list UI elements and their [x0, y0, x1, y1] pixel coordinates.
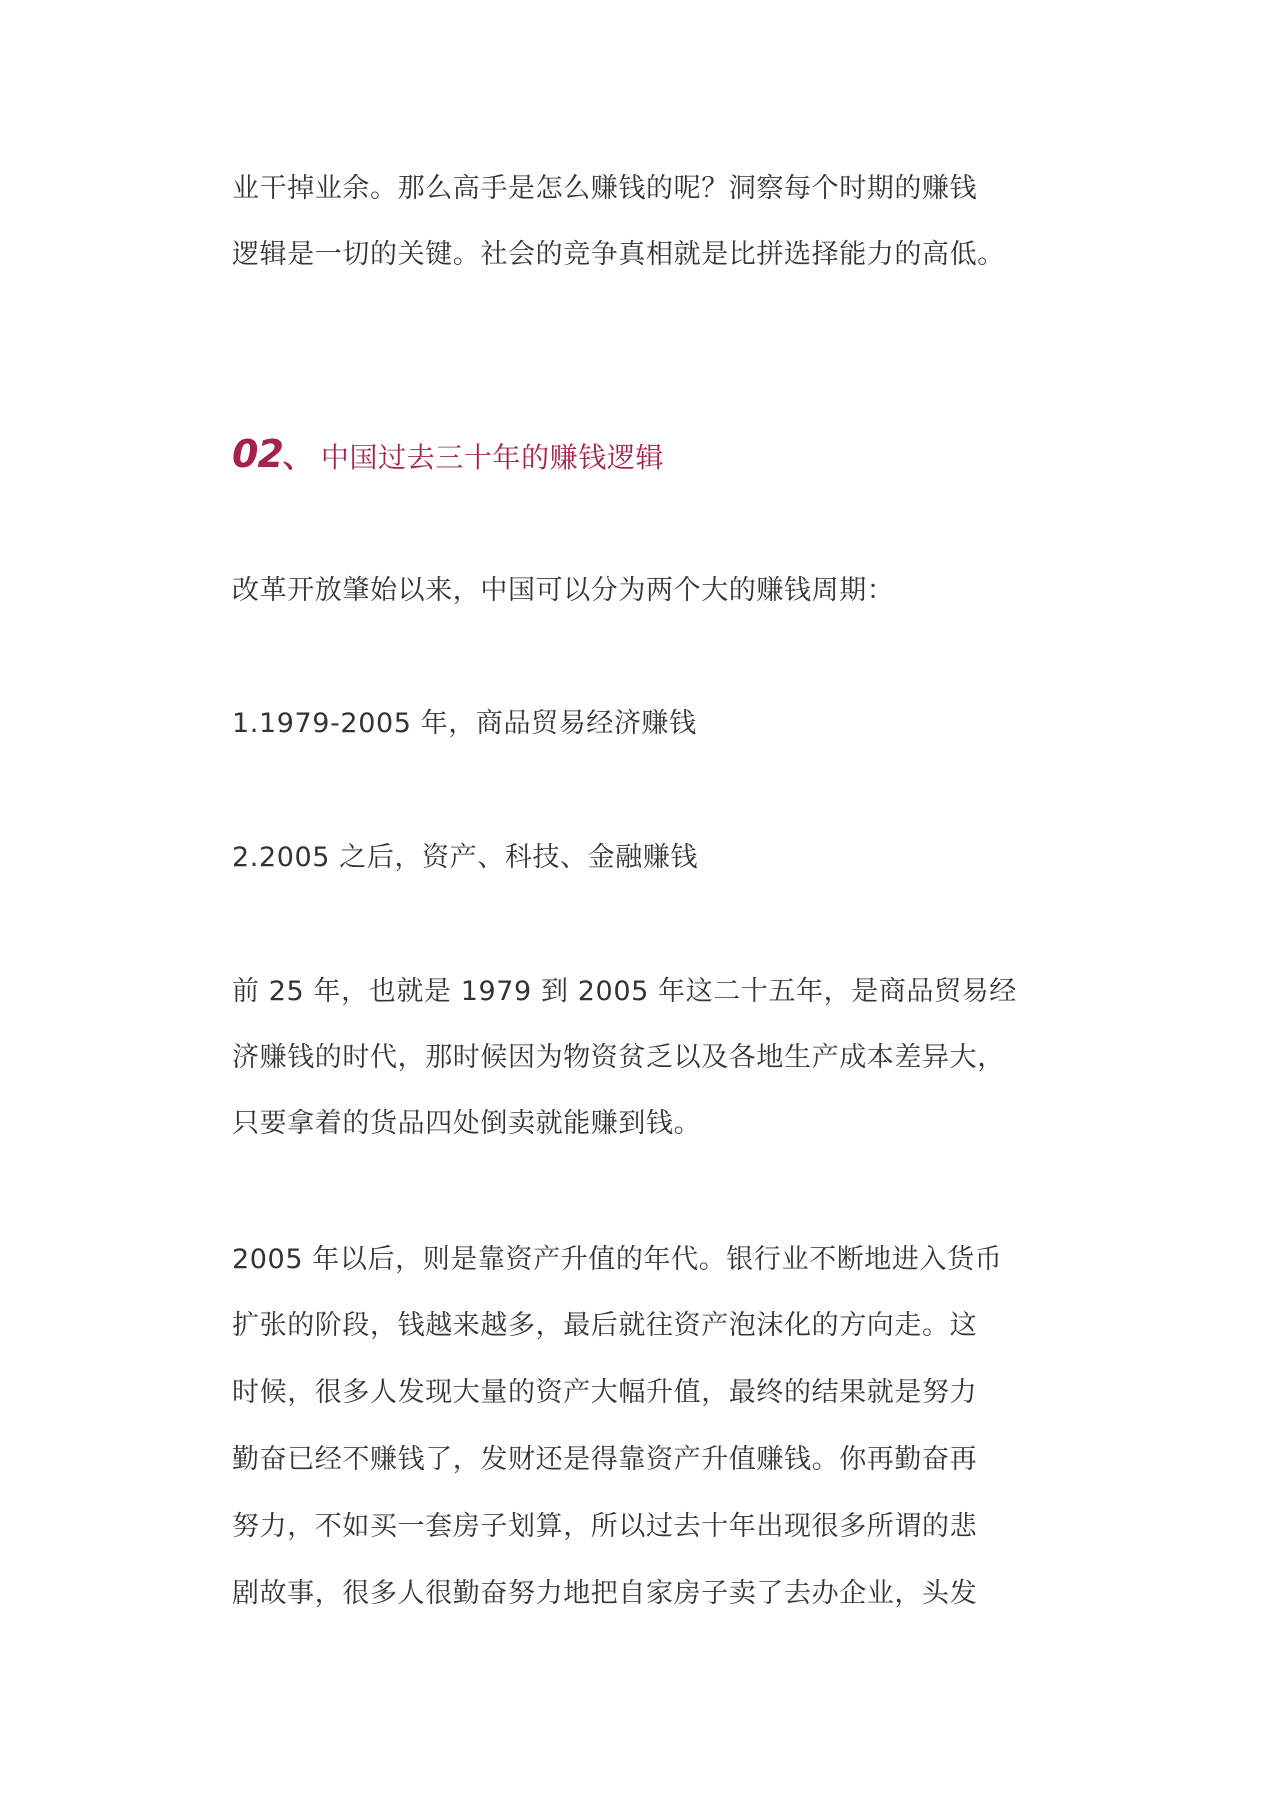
paragraph-3-line-5: 努力，不如买一套房子划算，所以过去十年出现很多所谓的悲 — [232, 1511, 978, 1542]
paragraph-2-line-3: 只要拿着的货品四处倒卖就能赚到钱。 — [232, 1108, 702, 1139]
section-separator: 、 — [282, 440, 313, 475]
intro-line-2: 逻辑是一切的关键。社会的竞争真相就是比拼选择能力的高低。 — [232, 239, 1005, 270]
paragraph-3-line-3: 时候，很多人发现大量的资产大幅升值，最终的结果就是努力 — [232, 1377, 978, 1408]
paragraph-3-line-2: 扩张的阶段，钱越来越多，最后就往资产泡沫化的方向走。这 — [232, 1310, 978, 1341]
list-item-2: 2.2005 之后，资产、科技、金融赚钱 — [232, 842, 699, 873]
paragraph-2-line-1: 前 25 年，也就是 1979 到 2005 年这二十五年，是商品贸易经 — [232, 976, 1017, 1007]
section-title: 中国过去三十年的赚钱逻辑 — [320, 441, 665, 474]
paragraph-intro: 改革开放肇始以来，中国可以分为两个大的赚钱周期： — [232, 575, 895, 606]
section-number: 02 — [232, 432, 283, 476]
section-heading — [232, 432, 664, 476]
paragraph-2-line-2: 济赚钱的时代，那时候因为物资贫乏以及各地生产成本差异大， — [232, 1042, 1005, 1073]
paragraph-3-line-4: 勤奋已经不赚钱了，发财还是得靠资产升值赚钱。你再勤奋再 — [232, 1444, 978, 1475]
list-item-1: 1.1979-2005 年，商品贸易经济赚钱 — [232, 708, 697, 739]
paragraph-3-line-1: 2005 年以后，则是靠资产升值的年代。银行业不断地进入货币 — [232, 1244, 1003, 1275]
paragraph-3-line-6: 剧故事，很多人很勤奋努力地把自家房子卖了去办企业，头发 — [232, 1578, 978, 1609]
intro-line-1: 业干掉业余。那么高手是怎么赚钱的呢？洞察每个时期的赚钱 — [232, 173, 978, 204]
